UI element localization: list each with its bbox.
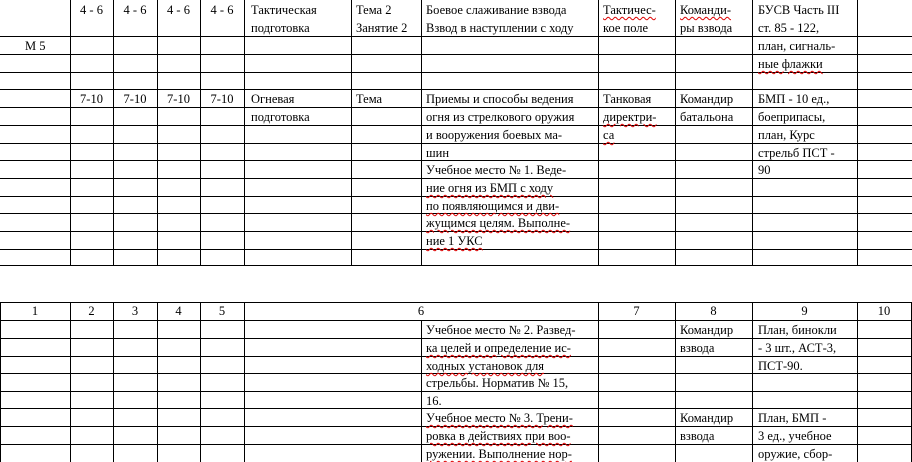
table-top-border	[0, 302, 912, 303]
grid-line	[351, 0, 352, 265]
leader-line: ры взвода	[680, 21, 733, 35]
grid-line	[0, 89, 912, 90]
subject-line: Огневая	[251, 92, 295, 106]
training-place-line: Учебное место № 1. Веде-	[426, 163, 567, 177]
leader-line: взвода	[680, 341, 715, 355]
place-line: Танковая	[603, 92, 652, 106]
place-line: кое поле	[603, 21, 649, 35]
grid-line	[752, 0, 753, 265]
training-place-line: Учебное место № 2. Развед-	[426, 323, 576, 337]
grid-line	[0, 107, 912, 108]
grid-line	[0, 426, 912, 427]
content-line: и вооружения боевых ма-	[426, 128, 563, 142]
content-line: Приемы и способы ведения	[426, 92, 574, 106]
column-number: 4	[175, 304, 182, 318]
column-number: 7	[633, 304, 640, 318]
column-number: 8	[710, 304, 717, 318]
content-line: огня из стрелкового оружия	[426, 110, 575, 124]
grid-line	[0, 125, 912, 126]
grid-line	[157, 302, 158, 462]
training-place-line: ровка в действиях при воо-	[426, 429, 571, 443]
support-line: план, Курс	[758, 128, 815, 142]
support-line: План, бинокли	[758, 323, 837, 337]
training-place-line: ка целей и определение ис-	[426, 341, 571, 355]
training-place-line: жущимся целям. Выполне-	[426, 216, 571, 230]
grid-line	[0, 408, 912, 409]
support-line: боеприпасы,	[758, 110, 826, 124]
column-number: 3	[131, 304, 139, 318]
column-number: 5	[218, 304, 226, 318]
training-place-line: по появляющимся и дви-	[426, 199, 560, 213]
training-place-line: 16.	[426, 394, 442, 408]
row-number: М 5	[25, 39, 46, 53]
hours-cell: 7-10	[80, 92, 103, 106]
hours-cell: 7-10	[123, 92, 147, 106]
grid-line	[0, 444, 912, 445]
hours-cell: 4 - 6	[123, 3, 147, 17]
subject-line: подготовка	[251, 110, 310, 124]
grid-line	[244, 302, 245, 462]
grid-line	[157, 0, 158, 265]
hours-cell: 4 - 6	[80, 3, 103, 17]
training-place-line: ние огня из БМП с ходу	[426, 181, 554, 195]
column-number: 9	[801, 304, 808, 318]
support-line: ст. 85 - 122,	[758, 21, 820, 35]
support-line: - 3 шт., АСТ-3,	[758, 341, 837, 355]
grid-line	[0, 54, 912, 55]
grid-line	[0, 178, 912, 179]
grid-line	[0, 160, 912, 161]
grid-line	[421, 320, 422, 462]
grid-line	[113, 0, 114, 265]
support-line: план, сигналь-	[758, 39, 836, 53]
leader-line: Командир	[680, 92, 734, 106]
grid-line	[857, 0, 858, 265]
leader-line: взвода	[680, 429, 715, 443]
grid-line	[421, 0, 422, 265]
topic-line: Занятие 2	[356, 21, 408, 35]
grid-line	[0, 213, 912, 214]
table-bottom-border	[0, 265, 912, 266]
support-line: БУСВ Часть III	[758, 3, 840, 17]
leader-line: Командир	[680, 411, 734, 425]
column-number: 1	[31, 304, 39, 318]
column-number: 10	[877, 304, 891, 318]
grid-line	[113, 302, 114, 462]
support-line: План, БМП -	[758, 411, 827, 425]
grid-line	[0, 338, 912, 339]
grid-line	[70, 302, 71, 462]
place-line: Тактичес-	[603, 3, 656, 17]
grid-line	[0, 373, 912, 374]
grid-line	[0, 196, 912, 197]
column-number: 2	[88, 304, 95, 318]
grid-line	[0, 36, 912, 37]
content-line: Боевое слаживание взвода	[426, 3, 567, 17]
support-line: 3 ед., учебное	[758, 429, 832, 443]
support-line: ПСТ-90.	[758, 359, 803, 373]
grid-line	[857, 302, 858, 462]
support-line: стрельб ПСТ -	[758, 146, 835, 160]
grid-line	[70, 0, 71, 265]
grid-line	[244, 0, 245, 265]
subject-line: Тактическая	[251, 3, 317, 17]
grid-line	[752, 302, 753, 462]
topic-line: Тема 2	[356, 3, 392, 17]
leader-line: Команди-	[680, 3, 732, 17]
leader-line: батальона	[680, 110, 734, 124]
grid-line	[675, 302, 676, 462]
support-line: ные флажки	[758, 57, 823, 71]
column-number: 6	[417, 304, 425, 318]
training-place-line: стрельбы. Норматив № 15,	[426, 376, 569, 390]
grid-line	[0, 231, 912, 232]
content-line: Взвод в наступлении с ходу	[426, 21, 574, 35]
leader-line: Командир	[680, 323, 734, 337]
grid-line	[0, 72, 912, 73]
hours-cell: 4 - 6	[210, 3, 234, 17]
support-line: БМП - 10 ед.,	[758, 92, 830, 106]
hours-cell: 4 - 6	[167, 3, 190, 17]
support-line: 90	[758, 163, 771, 177]
topic-line: Тема	[356, 92, 383, 106]
grid-line	[0, 356, 912, 357]
grid-line	[0, 391, 912, 392]
training-place-line: Учебное место № 3. Трени-	[426, 411, 573, 425]
grid-line	[0, 249, 912, 250]
training-place-line: ние 1 УКС	[426, 234, 483, 248]
training-place-line: ружении. Выполнение нор-	[426, 447, 572, 461]
subject-line: подготовка	[251, 21, 310, 35]
hours-cell: 7-10	[167, 92, 190, 106]
grid-line	[598, 0, 599, 265]
grid-line	[598, 302, 599, 462]
grid-line	[200, 302, 201, 462]
training-place-line: ходных установок для	[426, 359, 544, 373]
place-line: директри-	[603, 110, 657, 124]
support-line: оружие, сбор-	[758, 447, 833, 461]
hours-cell: 7-10	[210, 92, 234, 106]
grid-line	[200, 0, 201, 265]
content-line: шин	[426, 146, 450, 160]
grid-line	[675, 0, 676, 265]
place-line: са	[603, 128, 615, 142]
grid-line	[0, 143, 912, 144]
grid-line	[0, 302, 1, 462]
header-bottom-border	[0, 320, 912, 321]
